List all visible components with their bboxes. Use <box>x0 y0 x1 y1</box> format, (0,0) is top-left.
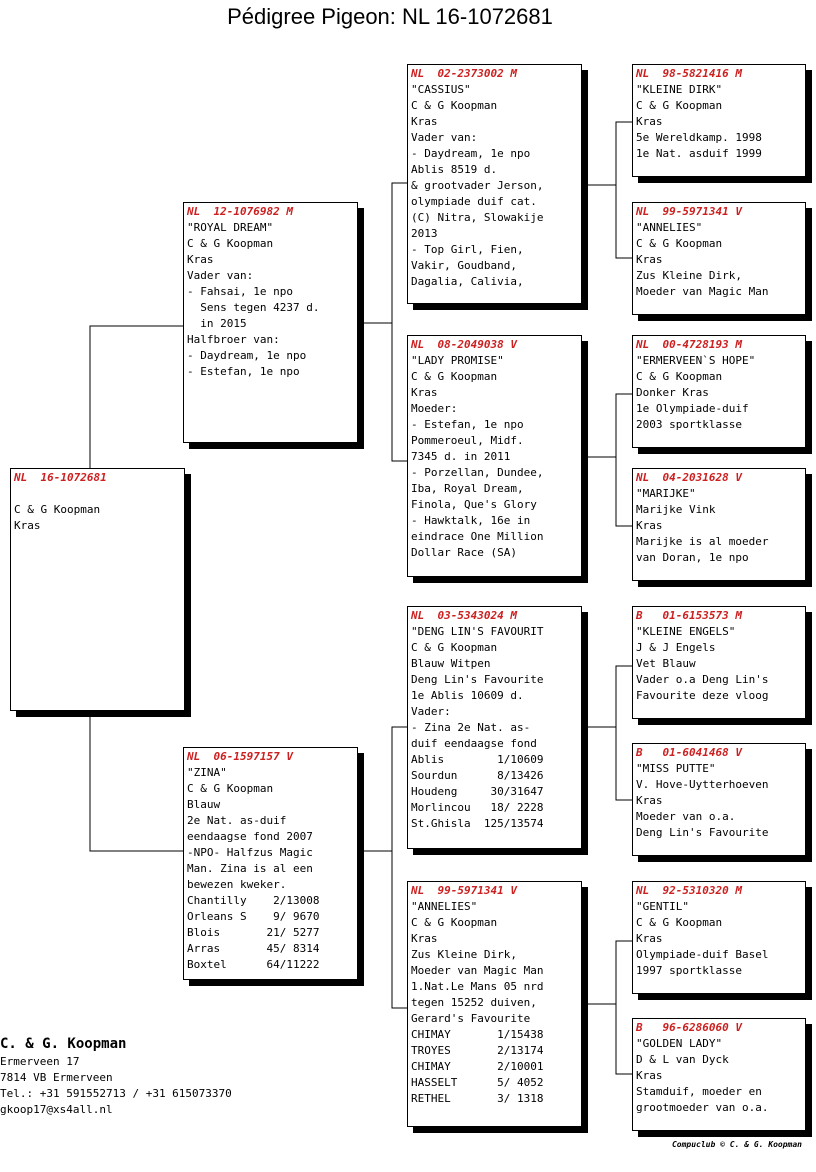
ring-number: B 96-6286060 V <box>636 1021 742 1034</box>
pigeon-info-line: Deng Lin's Favourite <box>411 673 544 686</box>
pigeon-card-ssd[interactable] <box>632 202 806 315</box>
pigeon-info-line: van Doran, 1e npo <box>636 551 749 564</box>
pigeon-info-line: Zus Kleine Dirk, <box>411 948 517 961</box>
pigeon-info-line: V. Hove-Uytterhoeven <box>636 778 769 791</box>
breeder-name: C. & G. Koopman <box>0 1036 127 1052</box>
ring-number: NL 16-1072681 <box>14 471 107 484</box>
ring-number: NL 08-2049038 V <box>411 338 517 351</box>
pigeon-info-line: C & G Koopman <box>14 503 101 516</box>
pigeon-info-line: - Fahsai, 1e npo <box>187 285 293 298</box>
ring-number: NL 99-5971341 V <box>636 205 742 218</box>
pigeon-info-line: Blauw Witpen <box>411 657 491 670</box>
pigeon-info-line: Pommeroeul, Midf. <box>411 434 524 447</box>
pigeon-name: "ZINA" <box>187 766 227 779</box>
pigeon-name: "GOLDEN LADY" <box>636 1037 723 1050</box>
ring-number: NL 03-5343024 M <box>411 609 517 622</box>
pigeon-info-line: - Top Girl, Fien, <box>411 243 524 256</box>
pigeon-info-line: tegen 15252 duiven, <box>411 996 537 1009</box>
pigeon-info-line: HASSELT 5/ 4052 <box>411 1076 544 1089</box>
pigeon-info-line: - Estefan, 1e npo <box>411 418 524 431</box>
pigeon-info-line: Chantilly 2/13008 <box>187 894 320 907</box>
pigeon-info-line: Morlincou 18/ 2228 <box>411 801 544 814</box>
pigeon-info-line: Moeder van Magic Man <box>636 285 769 298</box>
pigeon-info-line: Stamduif, moeder en <box>636 1085 762 1098</box>
ring-number: NL 12-1076982 M <box>187 205 293 218</box>
pigeon-info-line: C & G Koopman <box>636 370 723 383</box>
pigeon-name: "ANNELIES" <box>636 221 703 234</box>
pigeon-card-dss[interactable] <box>632 606 806 719</box>
pigeon-name: "KLEINE ENGELS" <box>636 625 736 638</box>
pigeon-info-line: - Daydream, 1e npo <box>411 147 531 160</box>
pigeon-info-line: C & G Koopman <box>411 99 498 112</box>
pigeon-info-line: Deng Lin's Favourite <box>636 826 769 839</box>
pigeon-name: "ANNELIES" <box>411 900 478 913</box>
pigeon-name: "GENTIL" <box>636 900 689 913</box>
pigeon-info-line: -NPO- Halfzus Magic <box>187 846 313 859</box>
pigeon-info-line: Marijke Vink <box>636 503 716 516</box>
pigeon-name: "DENG LIN'S FAVOURIT <box>411 625 544 638</box>
pigeon-card-dsd[interactable] <box>632 743 806 856</box>
pigeon-info-line: Blauw <box>187 798 221 811</box>
pigeon-info-line: 1.Nat.Le Mans 05 nrd <box>411 980 544 993</box>
pigeon-info-line: C & G Koopman <box>636 237 723 250</box>
ring-number: B 01-6153573 M <box>636 609 742 622</box>
pigeon-info-line: C & G Koopman <box>411 370 498 383</box>
pigeon-info-line: 5e Wereldkamp. 1998 <box>636 131 762 144</box>
pigeon-info-line: olympiade duif cat. <box>411 195 537 208</box>
pigeon-card-ddd[interactable] <box>632 1018 806 1131</box>
ring-number: NL 99-5971341 V <box>411 884 517 897</box>
pigeon-info-line: C & G Koopman <box>187 782 274 795</box>
pigeon-info-line: Favourite deze vloog <box>636 689 769 702</box>
pigeon-info-line: Vader van: <box>411 131 478 144</box>
pigeon-info-line: TROYES 2/13174 <box>411 1044 544 1057</box>
breeder-phone: Tel.: +31 591552713 / +31 615073370 <box>0 1087 232 1100</box>
pigeon-info-line: Kras <box>636 1069 663 1082</box>
pigeon-info-line: Dagalia, Calivia, <box>411 275 524 288</box>
pigeon-info-line: J & J Engels <box>636 641 716 654</box>
pigeon-info-line: St.Ghisla 125/13574 <box>411 817 544 830</box>
pigeon-info-line: Moeder van o.a. <box>636 810 736 823</box>
pigeon-info-line: Olympiade-duif Basel <box>636 948 769 961</box>
pigeon-name <box>14 486 181 502</box>
pigeon-info-line: Sourdun 8/13426 <box>411 769 544 782</box>
pigeon-info-line: Vader van: <box>187 269 254 282</box>
pigeon-info-line: Man. Zina is al een <box>187 862 313 875</box>
pigeon-info-line: Orleans S 9/ 9670 <box>187 910 320 923</box>
pigeon-info-line: - Hawktalk, 16e in <box>411 514 531 527</box>
pigeon-info-line: 7345 d. in 2011 <box>411 450 511 463</box>
breeder-email[interactable]: gkoop17@xs4all.nl <box>0 1103 113 1116</box>
pigeon-info-line: Donker Kras <box>636 386 709 399</box>
pigeon-info-line: Kras <box>411 115 438 128</box>
pigeon-info-line: Iba, Royal Dream, <box>411 482 524 495</box>
ring-number: NL 06-1597157 V <box>187 750 293 763</box>
pigeon-info-line: Kras <box>636 794 663 807</box>
pigeon-info-line: Moeder van Magic Man <box>411 964 544 977</box>
pigeon-info-line: CHIMAY 1/15438 <box>411 1028 544 1041</box>
ring-number: NL 00-4728193 M <box>636 338 742 351</box>
footer-credit: Compuclub © C. & G. Koopman <box>671 1140 802 1149</box>
ring-number: NL 04-2031628 V <box>636 471 742 484</box>
page-title: Pédigree Pigeon: NL 16-1072681 <box>227 4 553 29</box>
breeder-contact <box>0 1034 232 1118</box>
pigeon-info-line: Houdeng 30/31647 <box>411 785 544 798</box>
pigeon-info-line: eendaagse fond 2007 <box>187 830 313 843</box>
pigeon-info-line: - Estefan, 1e npo <box>187 365 300 378</box>
pigeon-info-line: 2e Nat. as-duif <box>187 814 287 827</box>
pigeon-info-line: Dollar Race (SA) <box>411 546 517 559</box>
pigeon-name: "ERMERVEEN`S HOPE" <box>636 354 756 367</box>
pigeon-info-line: C & G Koopman <box>636 916 723 929</box>
pigeon-info-line: 2013 <box>411 227 438 240</box>
pigeon-card-sss[interactable] <box>632 64 806 177</box>
pigeon-card-dam[interactable] <box>183 747 358 980</box>
pigeon-info-line: CHIMAY 2/10001 <box>411 1060 544 1073</box>
pigeon-info-line: Arras 45/ 8314 <box>187 942 320 955</box>
pigeon-name: "CASSIUS" <box>411 83 471 96</box>
pigeon-info-line: Zus Kleine Dirk, <box>636 269 742 282</box>
pigeon-card-dam-dam[interactable] <box>407 881 582 1127</box>
breeder-address: Ermerveen 17 <box>0 1055 80 1068</box>
pigeon-name: "LADY PROMISE" <box>411 354 504 367</box>
pigeon-info-line: Kras <box>636 115 663 128</box>
pigeon-info-line: Moeder: <box>411 402 458 415</box>
pigeon-info-line: - Daydream, 1e npo <box>187 349 307 362</box>
pigeon-card-sire-dam[interactable] <box>407 335 582 577</box>
ring-number: NL 02-2373002 M <box>411 67 517 80</box>
pigeon-info-line: RETHEL 3/ 1318 <box>411 1092 544 1105</box>
pigeon-card-sds[interactable] <box>632 335 806 448</box>
pigeon-info-line: Kras <box>636 253 663 266</box>
ring-number: NL 92-5310320 M <box>636 884 742 897</box>
pigeon-info-line: Vader: <box>411 705 451 718</box>
pigeon-info-line: - Porzellan, Dundee, <box>411 466 544 479</box>
pigeon-card-dam-sire[interactable] <box>407 606 582 849</box>
pigeon-info-line: Ablis 8519 d. <box>411 163 498 176</box>
pigeon-info-line: Halfbroer van: <box>187 333 280 346</box>
pigeon-info-line: Vet Blauw <box>636 657 696 670</box>
pigeon-info-line: Kras <box>14 519 41 532</box>
breeder-postcode-city: 7814 VB Ermerveen <box>0 1071 113 1084</box>
pigeon-info-line: Vakir, Goudband, <box>411 259 517 272</box>
pigeon-name: "MISS PUTTE" <box>636 762 716 775</box>
pigeon-info-line: Kras <box>411 386 438 399</box>
pigeon-info-line: D & L van Dyck <box>636 1053 729 1066</box>
pigeon-info-line: in 2015 <box>187 317 247 330</box>
pigeon-info-line: (C) Nitra, Slowakije <box>411 211 544 224</box>
pigeon-info-line: Boxtel 64/11222 <box>187 958 320 971</box>
pigeon-info-line: 1997 sportklasse <box>636 964 742 977</box>
pigeon-info-line: C & G Koopman <box>411 641 498 654</box>
pigeon-info-line: 2003 sportklasse <box>636 418 742 431</box>
pigeon-card-sdd[interactable] <box>632 468 806 581</box>
pigeon-info-line: Sens tegen 4237 d. <box>187 301 320 314</box>
pigeon-info-line: C & G Koopman <box>411 916 498 929</box>
pigeon-info-line: Vader o.a Deng Lin's <box>636 673 769 686</box>
pigeon-info-line: 1e Olympiade-duif <box>636 402 749 415</box>
pigeon-info-line: C & G Koopman <box>636 99 723 112</box>
pigeon-info-line: - Zina 2e Nat. as- <box>411 721 531 734</box>
pigeon-info-line: Kras <box>636 932 663 945</box>
pigeon-info-line: Blois 21/ 5277 <box>187 926 320 939</box>
pigeon-info-line: duif eendaagse fond <box>411 737 537 750</box>
ring-number: NL 98-5821416 M <box>636 67 742 80</box>
ring-number: B 01-6041468 V <box>636 746 742 759</box>
pigeon-info-line: & grootvader Jerson, <box>411 179 544 192</box>
pigeon-info-line: Finola, Que's Glory <box>411 498 537 511</box>
pigeon-info-line: Gerard's Favourite <box>411 1012 531 1025</box>
pigeon-info-line: 1e Ablis 10609 d. <box>411 689 524 702</box>
pigeon-info-line: Kras <box>187 253 214 266</box>
pigeon-info-line: grootmoeder van o.a. <box>636 1101 769 1114</box>
pigeon-info-line: Kras <box>411 932 438 945</box>
pigeon-info-line: bewezen kweker. <box>187 878 287 891</box>
pigeon-info-line: Ablis 1/10609 <box>411 753 544 766</box>
pigeon-info-line: Kras <box>636 519 663 532</box>
pigeon-card-sire[interactable] <box>183 202 358 443</box>
pigeon-info-line: Marijke is al moeder <box>636 535 769 548</box>
pigeon-info-line: C & G Koopman <box>187 237 274 250</box>
pigeon-name: "MARIJKE" <box>636 487 696 500</box>
pigeon-info-line: eindrace One Million <box>411 530 544 543</box>
pigeon-name: "ROYAL DREAM" <box>187 221 274 234</box>
pigeon-card-subject[interactable] <box>10 468 185 711</box>
pigeon-name: "KLEINE DIRK" <box>636 83 723 96</box>
pigeon-info-line: 1e Nat. asduif 1999 <box>636 147 762 160</box>
pigeon-card-sire-sire[interactable] <box>407 64 582 304</box>
pigeon-card-dds[interactable] <box>632 881 806 994</box>
